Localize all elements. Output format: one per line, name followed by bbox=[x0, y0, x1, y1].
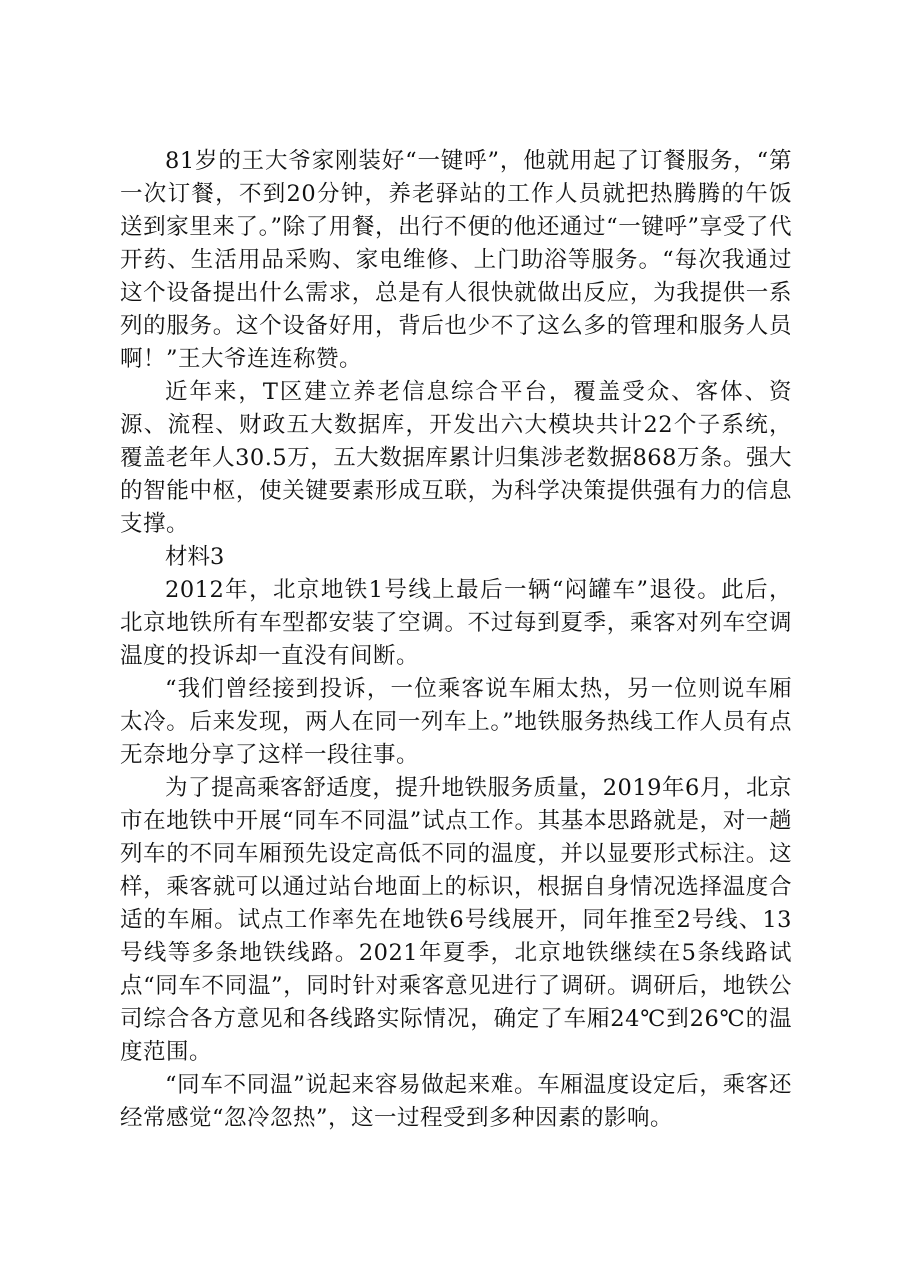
paragraph-temperature-difficulty: “同车不同温”说起来容易做起来难。车厢温度设定后，乘客还经常感觉“忽冷忽热”，这一过程受到多种因素的影响。 bbox=[120, 1072, 792, 1131]
paragraph-t-district-platform: 近年来，T区建立养老信息综合平台，覆盖受众、客体、资源、流程、财政五大数据库，开发出六大模块共计22个子系统，覆盖老年人30.5万，五大数据库累计归集涉老数据868万条。强大的智能中枢，使关键要素形成互联，为科学决策提供强有力的信息支撑。 bbox=[120, 379, 792, 537]
section-heading: 材料3 bbox=[165, 544, 225, 570]
paragraph-pilot-program: 为了提高乘客舒适度，提升地铁服务质量，2019年6月，北京市在地铁中开展“同车不同温”试点工作。其基本思路就是，对一趟列车的不同车厢预先设定高低不同的温度，并以显要形式标注。这样，乘客就可以通过站台地面上的标识，根据自身情况选择温度合适的车厢。试点工作率先在地铁6号线展开，同年推至2号线、13号线等多条地铁线路。2021年夏季，北京地铁继续在5条线路试点“同车不同温”，同时针对乘客意见进行了调研。调研后，地铁公司综合各方意见和各线路实际情况，确定了车厢24℃到26℃的温度范围。 bbox=[120, 775, 792, 1065]
paragraph-complaint-quote: “我们曾经接到投诉，一位乘客说车厢太热，另一位则说车厢太冷。后来发现，两人在同一列车上。”地铁服务热线工作人员有点无奈地分享了这样一段往事。 bbox=[120, 676, 792, 768]
paragraph-metro-aircon: 2012年，北京地铁1号线上最后一辆“闷罐车”退役。此后，北京地铁所有车型都安装了空调。不过每到夏季，乘客对列车空调温度的投诉却一直没有间断。 bbox=[120, 577, 792, 669]
document-page bbox=[120, 145, 792, 1135]
paragraph-yijianhu: 81岁的王大爷家刚装好“一键呼”，他就用起了订餐服务，“第一次订餐，不到20分钟，养老驿站的工作人员就把热腾腾的午饭送到家里来了。”除了用餐，出行不便的他还通过“一键呼”享受了代开药、生活用品采购、家电维修、上门助浴等服务。“每次我通过这个设备提出什么需求，总是有人很快就做出反应，为我提供一系列的服务。这个设备好用，背后也少不了这么多的管理和服务人员啊！”王大爷连连称赞。 bbox=[120, 148, 792, 372]
